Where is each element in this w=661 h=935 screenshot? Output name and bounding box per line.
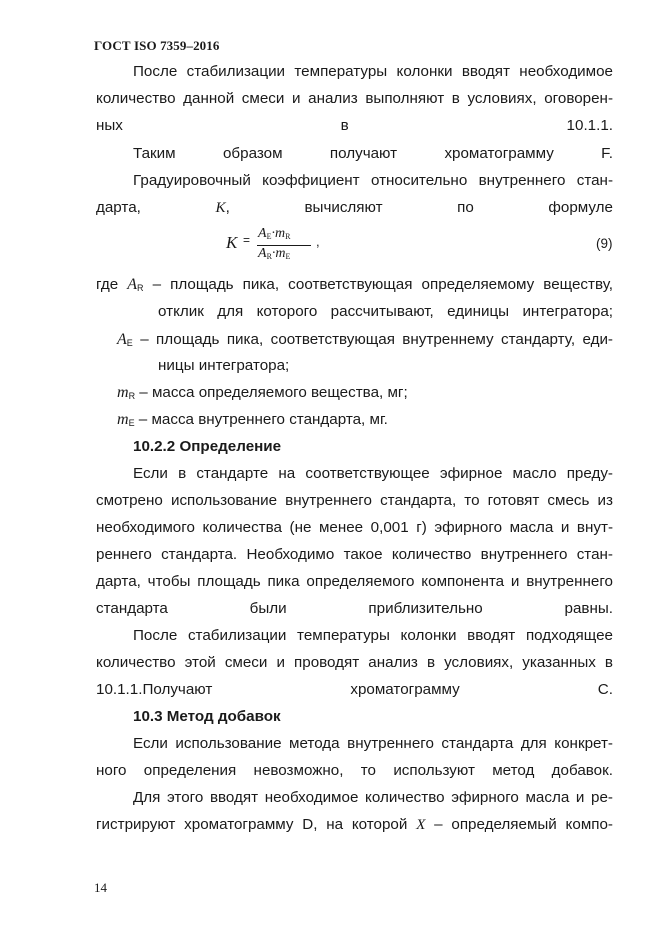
formula-lhs: K	[226, 233, 238, 252]
text-line: дарта, K, вычисляют по формуле	[96, 199, 613, 216]
formula-9	[226, 226, 346, 266]
formula-numerator: $A_E\cdot m_R$	[258, 226, 291, 241]
text-line: гистрируют хроматограмму D, на которой X – определяемый компо-	[96, 816, 613, 833]
formula-denominator: $A_R\cdot m_E$	[258, 246, 291, 261]
text-line: Для этого вводят необходимое количество эфирного масла и ре-	[133, 789, 613, 806]
section-heading: 10.3 Метод добавок	[133, 708, 281, 725]
text-line: Если использование метода внутреннего стандарта для конкрет-	[133, 735, 613, 752]
text-line: Если в стандарте на соответствующее эфирное масло преду-	[133, 465, 613, 482]
variable-k: K	[215, 199, 226, 216]
text-line: Таким образом получают хроматограмму F.	[133, 145, 613, 162]
variable-x: X	[416, 816, 426, 833]
where-line: $m_R$ – масса определяемого вещества, мг;	[117, 384, 408, 401]
equation-number: (9)	[596, 236, 613, 251]
text-line: 10.1.1.Получают хроматограмму С.	[96, 681, 613, 698]
text-line: ных в 10.1.1.	[96, 117, 613, 134]
where-line: ницы интегратора;	[158, 357, 290, 374]
formula-equals: =	[243, 233, 251, 247]
text-line: смотрено использование внутреннего стандарта, то готовят смесь из	[96, 492, 613, 509]
text-line: количество данной смеси и анализ выполняют в условиях, оговорен-	[96, 90, 613, 107]
where-line: где $A_R$ – площадь пика, соответствующая определяемому веществу,	[96, 276, 613, 293]
where-line: $A_E$ – площадь пика, соответствующая внутреннему стандарту, еди-	[117, 331, 613, 348]
text-line: Градуировочный коэффициент относительно внутреннего стан-	[133, 172, 613, 189]
formula-comma: ,	[316, 234, 320, 249]
page-number: 14	[94, 880, 107, 895]
text-line: количество этой смеси и проводят анализ в условиях, указанных в	[96, 654, 613, 671]
text-line: дарта, чтобы площадь пика определяемого компонента и внутреннего	[96, 573, 613, 590]
text-line: стандарта были приблизительно равны.	[96, 600, 613, 617]
text-line: После стабилизации температуры колонки вводят необходимое	[133, 63, 613, 80]
where-line: $m_E$ – масса внутреннего стандарта, мг.	[117, 411, 388, 428]
text-line: После стабилизации температуры колонки вводят подходящее	[133, 627, 613, 644]
text-line: ного определения невозможно, то используют метод добавок.	[96, 762, 613, 779]
where-line: отклик для которого рассчитывают, единицы интегратора;	[158, 303, 613, 320]
section-heading: 10.2.2 Определение	[133, 438, 282, 455]
document-header: ГОСТ ISO 7359–2016	[94, 38, 220, 53]
text-line: реннего стандарта. Необходимо такое количество внутреннего стан-	[96, 546, 613, 563]
text-line: необходимого количества (не менее 0,001 г) эфирного масла и внут-	[96, 519, 613, 536]
